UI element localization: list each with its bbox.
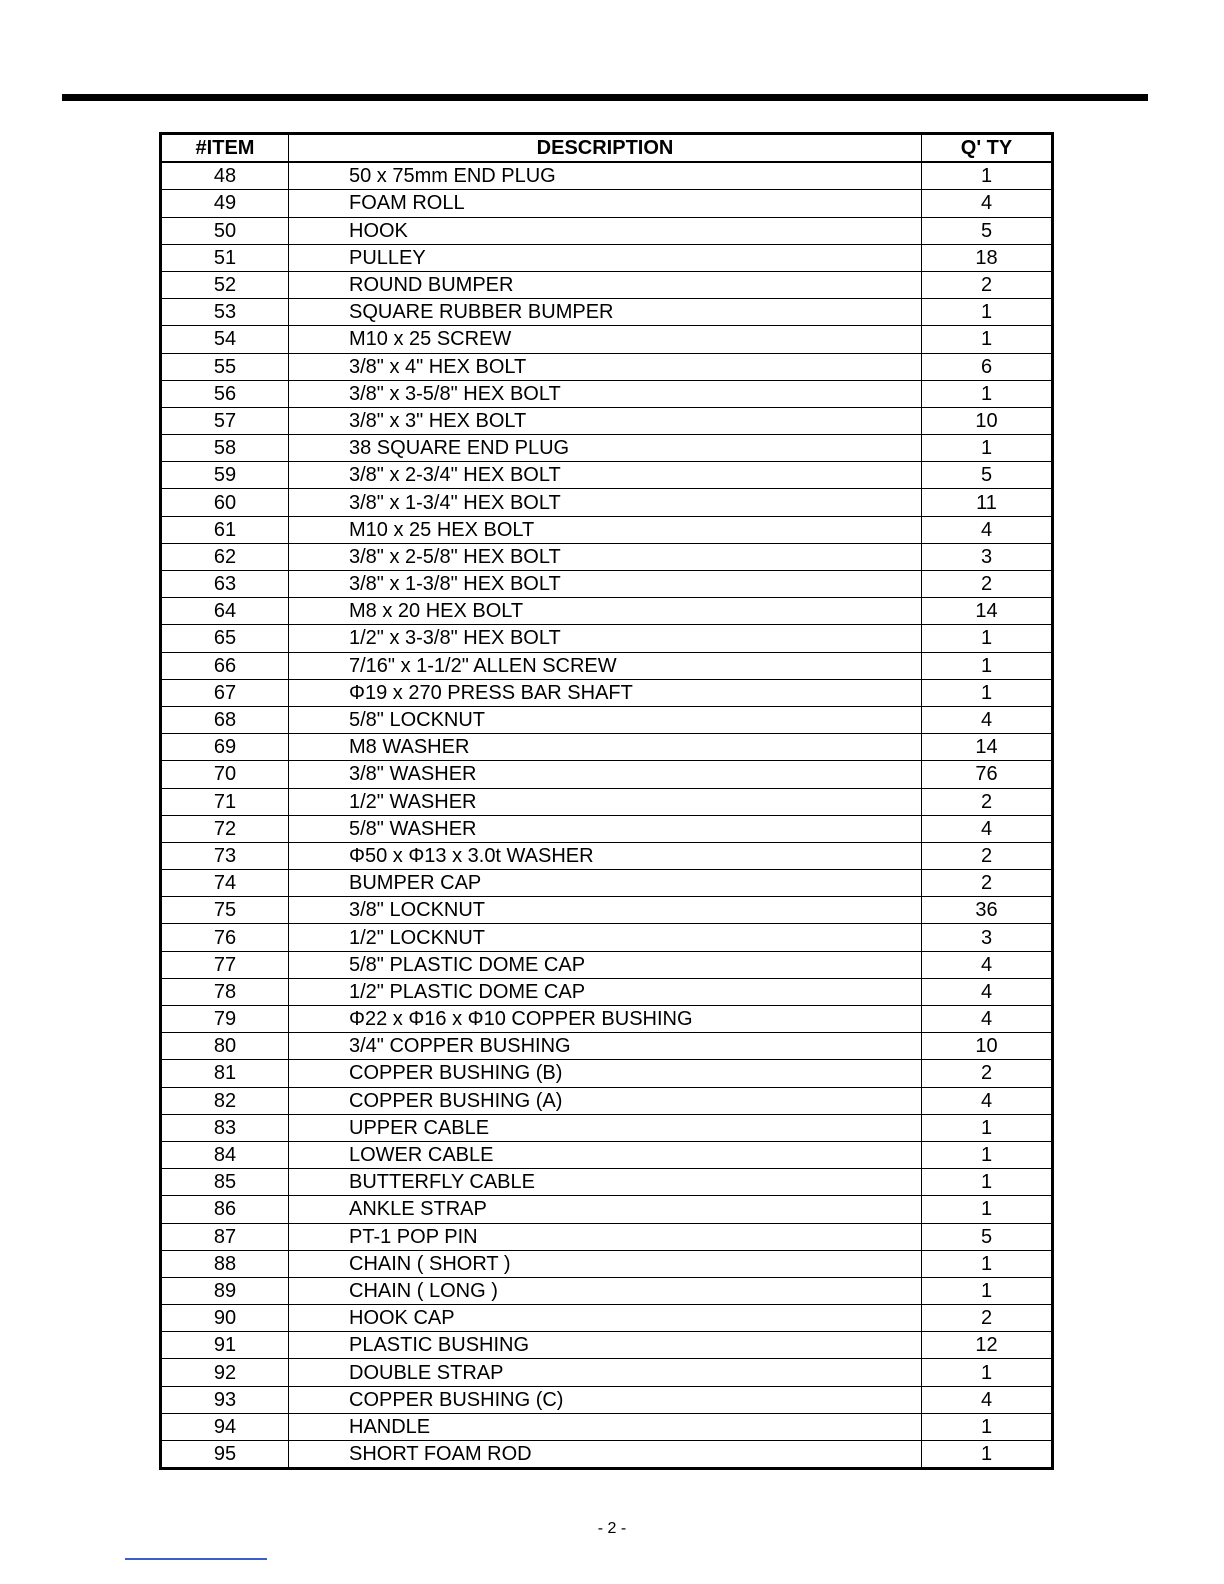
quantity-cell: 1 bbox=[922, 1413, 1053, 1440]
description-cell: M10 x 25 SCREW bbox=[289, 326, 922, 353]
description-cell: M8 x 20 HEX BOLT bbox=[289, 598, 922, 625]
quantity-cell: 4 bbox=[922, 951, 1053, 978]
table-row bbox=[161, 1277, 1053, 1304]
quantity-cell: 4 bbox=[922, 1006, 1053, 1033]
quantity-cell: 2 bbox=[922, 1305, 1053, 1332]
header-qty: Q' TY bbox=[922, 134, 1053, 163]
quantity-cell: 2 bbox=[922, 1060, 1053, 1087]
quantity-cell: 3 bbox=[922, 924, 1053, 951]
quantity-cell: 1 bbox=[922, 1359, 1053, 1386]
table-row bbox=[161, 1087, 1053, 1114]
item-number-cell: 91 bbox=[161, 1332, 289, 1359]
table-row bbox=[161, 815, 1053, 842]
quantity-cell: 4 bbox=[922, 516, 1053, 543]
item-number-cell: 50 bbox=[161, 217, 289, 244]
item-number-cell: 79 bbox=[161, 1006, 289, 1033]
description-cell: 1/2" PLASTIC DOME CAP bbox=[289, 978, 922, 1005]
table-row bbox=[161, 1250, 1053, 1277]
quantity-cell: 1 bbox=[922, 299, 1053, 326]
table-row bbox=[161, 1006, 1053, 1033]
table-row bbox=[161, 1141, 1053, 1168]
quantity-cell: 1 bbox=[922, 652, 1053, 679]
description-cell: M10 x 25 HEX BOLT bbox=[289, 516, 922, 543]
item-number-cell: 57 bbox=[161, 407, 289, 434]
item-number-cell: 92 bbox=[161, 1359, 289, 1386]
item-number-cell: 67 bbox=[161, 679, 289, 706]
quantity-cell: 1 bbox=[922, 625, 1053, 652]
quantity-cell: 12 bbox=[922, 1332, 1053, 1359]
quantity-cell: 2 bbox=[922, 571, 1053, 598]
description-cell: 38 SQUARE END PLUG bbox=[289, 435, 922, 462]
table-row bbox=[161, 299, 1053, 326]
table-row bbox=[161, 380, 1053, 407]
page-number: - 2 - bbox=[597, 1520, 627, 1537]
description-cell: 5/8" WASHER bbox=[289, 815, 922, 842]
quantity-cell: 4 bbox=[922, 1087, 1053, 1114]
item-number-cell: 93 bbox=[161, 1386, 289, 1413]
quantity-cell: 14 bbox=[922, 734, 1053, 761]
quantity-cell: 5 bbox=[922, 1223, 1053, 1250]
table-row bbox=[161, 1223, 1053, 1250]
item-number-cell: 83 bbox=[161, 1114, 289, 1141]
table-header-row bbox=[161, 134, 1053, 163]
quantity-cell: 1 bbox=[922, 1441, 1053, 1469]
table-row bbox=[161, 598, 1053, 625]
table-row bbox=[161, 1413, 1053, 1440]
table-row bbox=[161, 435, 1053, 462]
table-row bbox=[161, 162, 1053, 190]
quantity-cell: 2 bbox=[922, 271, 1053, 298]
table-row bbox=[161, 870, 1053, 897]
item-number-cell: 82 bbox=[161, 1087, 289, 1114]
description-cell: 3/4" COPPER BUSHING bbox=[289, 1033, 922, 1060]
quantity-cell: 4 bbox=[922, 190, 1053, 217]
table-row bbox=[161, 951, 1053, 978]
table-row bbox=[161, 462, 1053, 489]
quantity-cell: 11 bbox=[922, 489, 1053, 516]
item-number-cell: 89 bbox=[161, 1277, 289, 1304]
table-row bbox=[161, 1386, 1053, 1413]
description-cell: 7/16" x 1-1/2" ALLEN SCREW bbox=[289, 652, 922, 679]
table-row bbox=[161, 190, 1053, 217]
bottom-link-underline bbox=[125, 1558, 267, 1560]
item-number-cell: 94 bbox=[161, 1413, 289, 1440]
description-cell: 3/8" x 1-3/8" HEX BOLT bbox=[289, 571, 922, 598]
description-cell: Φ22 x Φ16 x Φ10 COPPER BUSHING bbox=[289, 1006, 922, 1033]
item-number-cell: 77 bbox=[161, 951, 289, 978]
item-number-cell: 72 bbox=[161, 815, 289, 842]
description-cell: 3/8" x 3" HEX BOLT bbox=[289, 407, 922, 434]
item-number-cell: 90 bbox=[161, 1305, 289, 1332]
item-number-cell: 86 bbox=[161, 1196, 289, 1223]
description-cell: UPPER CABLE bbox=[289, 1114, 922, 1141]
item-number-cell: 56 bbox=[161, 380, 289, 407]
parts-table bbox=[159, 132, 1054, 1470]
description-cell: COPPER BUSHING (A) bbox=[289, 1087, 922, 1114]
description-cell: 1/2" WASHER bbox=[289, 788, 922, 815]
table-row bbox=[161, 571, 1053, 598]
item-number-cell: 55 bbox=[161, 353, 289, 380]
description-cell: CHAIN ( LONG ) bbox=[289, 1277, 922, 1304]
description-cell: Φ19 x 270 PRESS BAR SHAFT bbox=[289, 679, 922, 706]
item-number-cell: 63 bbox=[161, 571, 289, 598]
table-row bbox=[161, 978, 1053, 1005]
table-row bbox=[161, 1196, 1053, 1223]
table-row bbox=[161, 407, 1053, 434]
item-number-cell: 51 bbox=[161, 244, 289, 271]
table-row bbox=[161, 516, 1053, 543]
item-number-cell: 66 bbox=[161, 652, 289, 679]
description-cell: M8 WASHER bbox=[289, 734, 922, 761]
description-cell: 3/8" x 2-3/4" HEX BOLT bbox=[289, 462, 922, 489]
quantity-cell: 1 bbox=[922, 1141, 1053, 1168]
description-cell: BUMPER CAP bbox=[289, 870, 922, 897]
description-cell: 3/8" x 2-5/8" HEX BOLT bbox=[289, 543, 922, 570]
header-item: #ITEM bbox=[161, 134, 289, 163]
description-cell: HOOK CAP bbox=[289, 1305, 922, 1332]
table-row bbox=[161, 326, 1053, 353]
description-cell: SHORT FOAM ROD bbox=[289, 1441, 922, 1469]
quantity-cell: 4 bbox=[922, 1386, 1053, 1413]
item-number-cell: 58 bbox=[161, 435, 289, 462]
description-cell: FOAM ROLL bbox=[289, 190, 922, 217]
description-cell: 5/8" LOCKNUT bbox=[289, 706, 922, 733]
description-cell: CHAIN ( SHORT ) bbox=[289, 1250, 922, 1277]
quantity-cell: 2 bbox=[922, 870, 1053, 897]
description-cell: ROUND BUMPER bbox=[289, 271, 922, 298]
table-row bbox=[161, 1305, 1053, 1332]
description-cell: HOOK bbox=[289, 217, 922, 244]
description-cell: 5/8" PLASTIC DOME CAP bbox=[289, 951, 922, 978]
quantity-cell: 10 bbox=[922, 1033, 1053, 1060]
quantity-cell: 6 bbox=[922, 353, 1053, 380]
quantity-cell: 2 bbox=[922, 842, 1053, 869]
quantity-cell: 1 bbox=[922, 162, 1053, 190]
item-number-cell: 52 bbox=[161, 271, 289, 298]
table-row bbox=[161, 788, 1053, 815]
quantity-cell: 1 bbox=[922, 1250, 1053, 1277]
item-number-cell: 49 bbox=[161, 190, 289, 217]
header-description: DESCRIPTION bbox=[289, 134, 922, 163]
item-number-cell: 81 bbox=[161, 1060, 289, 1087]
item-number-cell: 60 bbox=[161, 489, 289, 516]
table-row bbox=[161, 543, 1053, 570]
description-cell: 3/8" WASHER bbox=[289, 761, 922, 788]
item-number-cell: 68 bbox=[161, 706, 289, 733]
table-row bbox=[161, 625, 1053, 652]
item-number-cell: 75 bbox=[161, 897, 289, 924]
item-number-cell: 76 bbox=[161, 924, 289, 951]
parts-table-body bbox=[161, 162, 1053, 1469]
item-number-cell: 87 bbox=[161, 1223, 289, 1250]
table-row bbox=[161, 1114, 1053, 1141]
item-number-cell: 65 bbox=[161, 625, 289, 652]
item-number-cell: 53 bbox=[161, 299, 289, 326]
item-number-cell: 78 bbox=[161, 978, 289, 1005]
quantity-cell: 3 bbox=[922, 543, 1053, 570]
item-number-cell: 71 bbox=[161, 788, 289, 815]
quantity-cell: 1 bbox=[922, 1169, 1053, 1196]
quantity-cell: 1 bbox=[922, 435, 1053, 462]
quantity-cell: 1 bbox=[922, 1114, 1053, 1141]
top-rule bbox=[62, 94, 1148, 101]
quantity-cell: 1 bbox=[922, 1196, 1053, 1223]
quantity-cell: 4 bbox=[922, 978, 1053, 1005]
quantity-cell: 4 bbox=[922, 815, 1053, 842]
description-cell: 1/2" LOCKNUT bbox=[289, 924, 922, 951]
quantity-cell: 1 bbox=[922, 679, 1053, 706]
table-row bbox=[161, 353, 1053, 380]
table-row bbox=[161, 271, 1053, 298]
table-row bbox=[161, 489, 1053, 516]
table-row bbox=[161, 761, 1053, 788]
quantity-cell: 2 bbox=[922, 788, 1053, 815]
item-number-cell: 95 bbox=[161, 1441, 289, 1469]
table-row bbox=[161, 217, 1053, 244]
item-number-cell: 85 bbox=[161, 1169, 289, 1196]
item-number-cell: 61 bbox=[161, 516, 289, 543]
description-cell: BUTTERFLY CABLE bbox=[289, 1169, 922, 1196]
quantity-cell: 1 bbox=[922, 326, 1053, 353]
table-row bbox=[161, 1359, 1053, 1386]
item-number-cell: 64 bbox=[161, 598, 289, 625]
item-number-cell: 48 bbox=[161, 162, 289, 190]
item-number-cell: 74 bbox=[161, 870, 289, 897]
description-cell: 3/8" x 1-3/4" HEX BOLT bbox=[289, 489, 922, 516]
table-row bbox=[161, 842, 1053, 869]
table-row bbox=[161, 652, 1053, 679]
description-cell: ANKLE STRAP bbox=[289, 1196, 922, 1223]
description-cell: PT-1 POP PIN bbox=[289, 1223, 922, 1250]
table-row bbox=[161, 1060, 1053, 1087]
description-cell: 50 x 75mm END PLUG bbox=[289, 162, 922, 190]
table-row bbox=[161, 734, 1053, 761]
table-row bbox=[161, 1033, 1053, 1060]
description-cell: COPPER BUSHING (C) bbox=[289, 1386, 922, 1413]
item-number-cell: 69 bbox=[161, 734, 289, 761]
quantity-cell: 1 bbox=[922, 1277, 1053, 1304]
table-row bbox=[161, 897, 1053, 924]
description-cell: 3/8" x 4" HEX BOLT bbox=[289, 353, 922, 380]
item-number-cell: 54 bbox=[161, 326, 289, 353]
item-number-cell: 73 bbox=[161, 842, 289, 869]
item-number-cell: 62 bbox=[161, 543, 289, 570]
quantity-cell: 5 bbox=[922, 462, 1053, 489]
item-number-cell: 84 bbox=[161, 1141, 289, 1168]
item-number-cell: 70 bbox=[161, 761, 289, 788]
item-number-cell: 59 bbox=[161, 462, 289, 489]
table-row bbox=[161, 924, 1053, 951]
quantity-cell: 1 bbox=[922, 380, 1053, 407]
description-cell: 3/8" LOCKNUT bbox=[289, 897, 922, 924]
description-cell: PLASTIC BUSHING bbox=[289, 1332, 922, 1359]
quantity-cell: 18 bbox=[922, 244, 1053, 271]
quantity-cell: 5 bbox=[922, 217, 1053, 244]
description-cell: PULLEY bbox=[289, 244, 922, 271]
table-row bbox=[161, 244, 1053, 271]
description-cell: SQUARE RUBBER BUMPER bbox=[289, 299, 922, 326]
quantity-cell: 36 bbox=[922, 897, 1053, 924]
table-row bbox=[161, 679, 1053, 706]
table-row bbox=[161, 1441, 1053, 1469]
description-cell: DOUBLE STRAP bbox=[289, 1359, 922, 1386]
quantity-cell: 14 bbox=[922, 598, 1053, 625]
quantity-cell: 76 bbox=[922, 761, 1053, 788]
item-number-cell: 80 bbox=[161, 1033, 289, 1060]
description-cell: HANDLE bbox=[289, 1413, 922, 1440]
description-cell: COPPER BUSHING (B) bbox=[289, 1060, 922, 1087]
table-row bbox=[161, 1169, 1053, 1196]
table-row bbox=[161, 1332, 1053, 1359]
quantity-cell: 10 bbox=[922, 407, 1053, 434]
description-cell: 3/8" x 3-5/8" HEX BOLT bbox=[289, 380, 922, 407]
item-number-cell: 88 bbox=[161, 1250, 289, 1277]
quantity-cell: 4 bbox=[922, 706, 1053, 733]
description-cell: Φ50 x Φ13 x 3.0t WASHER bbox=[289, 842, 922, 869]
description-cell: 1/2" x 3-3/8" HEX BOLT bbox=[289, 625, 922, 652]
table-row bbox=[161, 706, 1053, 733]
description-cell: LOWER CABLE bbox=[289, 1141, 922, 1168]
